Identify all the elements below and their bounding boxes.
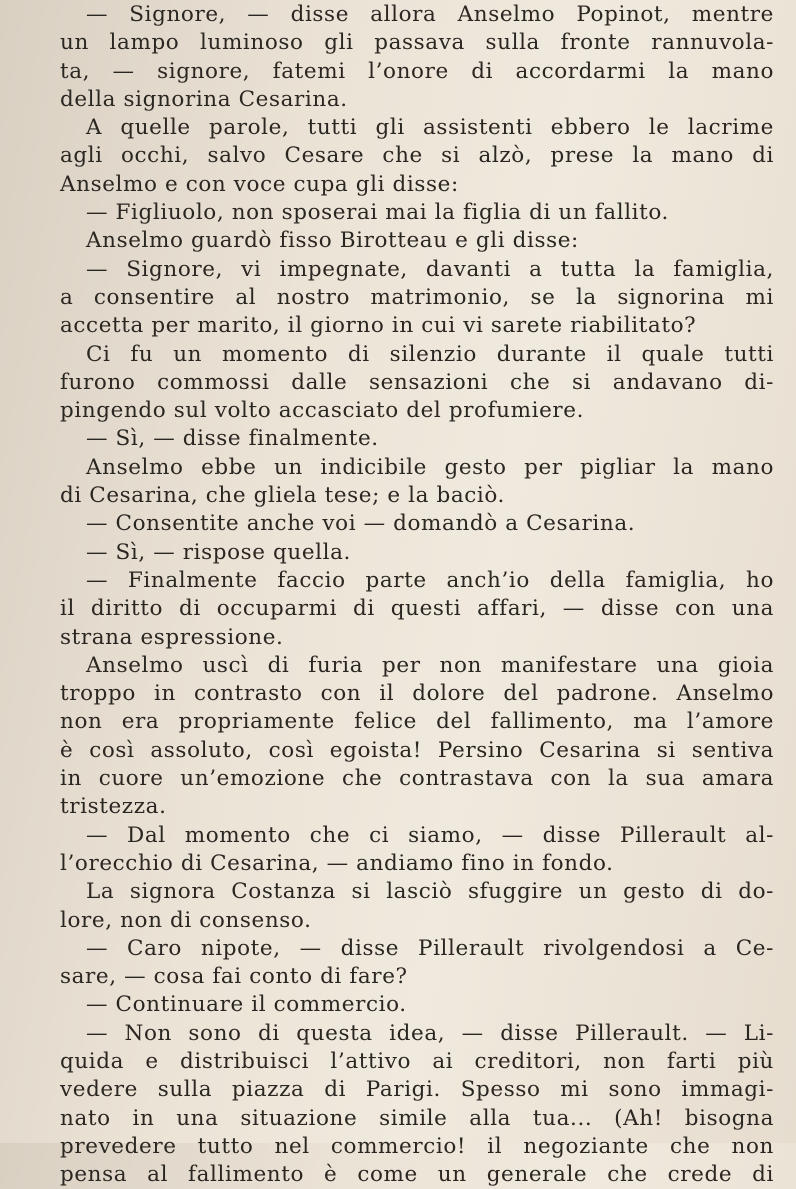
text-line: Anselmo ebbe un indicibile gesto per pigliar la mano bbox=[86, 454, 774, 480]
text-line: — Sì, — rispose quella. bbox=[86, 539, 351, 565]
text-line: prevedere tutto nel commercio! il negoziante che non bbox=[60, 1133, 774, 1159]
text-line: pingendo sul volto accasciato del profumiere. bbox=[60, 398, 585, 424]
text-line: — Caro nipote, — disse Pillerault rivolgendosi a Ce- bbox=[86, 935, 774, 961]
text-line: il diritto di occuparmi di questi affari, — disse con una bbox=[60, 596, 774, 622]
text-line: pensa al fallimento è come un generale che crede di bbox=[60, 1162, 774, 1188]
text-line: troppo in contrasto con il dolore del padrone. Anselmo bbox=[60, 681, 774, 707]
text-line: — Signore, vi impegnate, davanti a tutta la famiglia, bbox=[86, 256, 774, 282]
text-line: Anselmo uscì di furia per non manifestare una gioia bbox=[86, 652, 774, 678]
page-text bbox=[60, 1, 774, 1189]
text-line: nato in una situazione simile alla tua... (Ah! bisogna bbox=[60, 1105, 774, 1131]
text-line: vedere sulla piazza di Parigi. Spesso mi sono immagi- bbox=[60, 1077, 774, 1103]
text-line: è così assoluto, così egoista! Persino Cesarina si sentiva bbox=[60, 737, 774, 763]
text-line: della signorina Cesarina. bbox=[60, 86, 348, 112]
text-line: — Finalmente faccio parte anch’io della famiglia, ho bbox=[86, 567, 774, 593]
text-line: — Figliuolo, non sposerai mai la figlia di un fallito. bbox=[86, 200, 669, 226]
text-line: ta, — signore, fatemi l’onore di accordarmi la mano bbox=[60, 58, 774, 84]
text-line: — Non sono di questa idea, — disse Pillerault. — Li- bbox=[86, 1020, 774, 1046]
text-line: di Cesarina, che gliela tese; e la baciò. bbox=[60, 483, 505, 509]
text-line: furono commossi dalle sensazioni che si andavano di- bbox=[60, 369, 774, 395]
text-line: — Dal momento che ci siamo, — disse Pillerault al- bbox=[86, 822, 774, 848]
text-line: strana espressione. bbox=[60, 624, 284, 650]
text-line: quida e distribuisci l’attivo ai creditori, non farti più bbox=[60, 1048, 774, 1074]
text-line: Anselmo e con voce cupa gli disse: bbox=[60, 171, 459, 197]
text-line: — Consentite anche voi — domandò a Cesarina. bbox=[86, 511, 636, 537]
text-line: Ci fu un momento di silenzio durante il quale tutti bbox=[86, 341, 774, 367]
text-line: a consentire al nostro matrimonio, se la signorina mi bbox=[60, 284, 774, 310]
text-line: in cuore un’emozione che contrastava con la sua amara bbox=[60, 766, 774, 792]
text-line: — Sì, — disse finalmente. bbox=[86, 426, 379, 452]
text-line: — Signore, — disse allora Anselmo Popinot, mentre bbox=[86, 2, 774, 27]
text-line: non era propriamente felice del fallimento, ma l’amore bbox=[60, 709, 774, 735]
text-line: agli occhi, salvo Cesare che si alzò, prese la mano di bbox=[60, 143, 774, 169]
text-line: Anselmo guardò fisso Birotteau e gli disse: bbox=[86, 228, 579, 254]
text-line: La signora Costanza si lasciò sfuggire un gesto di do- bbox=[86, 879, 774, 905]
text-line: A quelle parole, tutti gli assistenti ebbero le lacrime bbox=[86, 115, 774, 141]
text-line: — Continuare il commercio. bbox=[86, 992, 407, 1018]
text-line: tristezza. bbox=[60, 794, 167, 820]
text-line: l’orecchio di Cesarina, — andiamo fino in fondo. bbox=[60, 850, 614, 876]
text-line: sare, — cosa fai conto di fare? bbox=[60, 964, 408, 990]
text-line: lore, non di consenso. bbox=[60, 907, 312, 933]
text-line: accetta per marito, il giorno in cui vi sarete riabilitato? bbox=[60, 313, 697, 339]
text-line: un lampo luminoso gli passava sulla fronte rannuvola- bbox=[60, 30, 774, 56]
